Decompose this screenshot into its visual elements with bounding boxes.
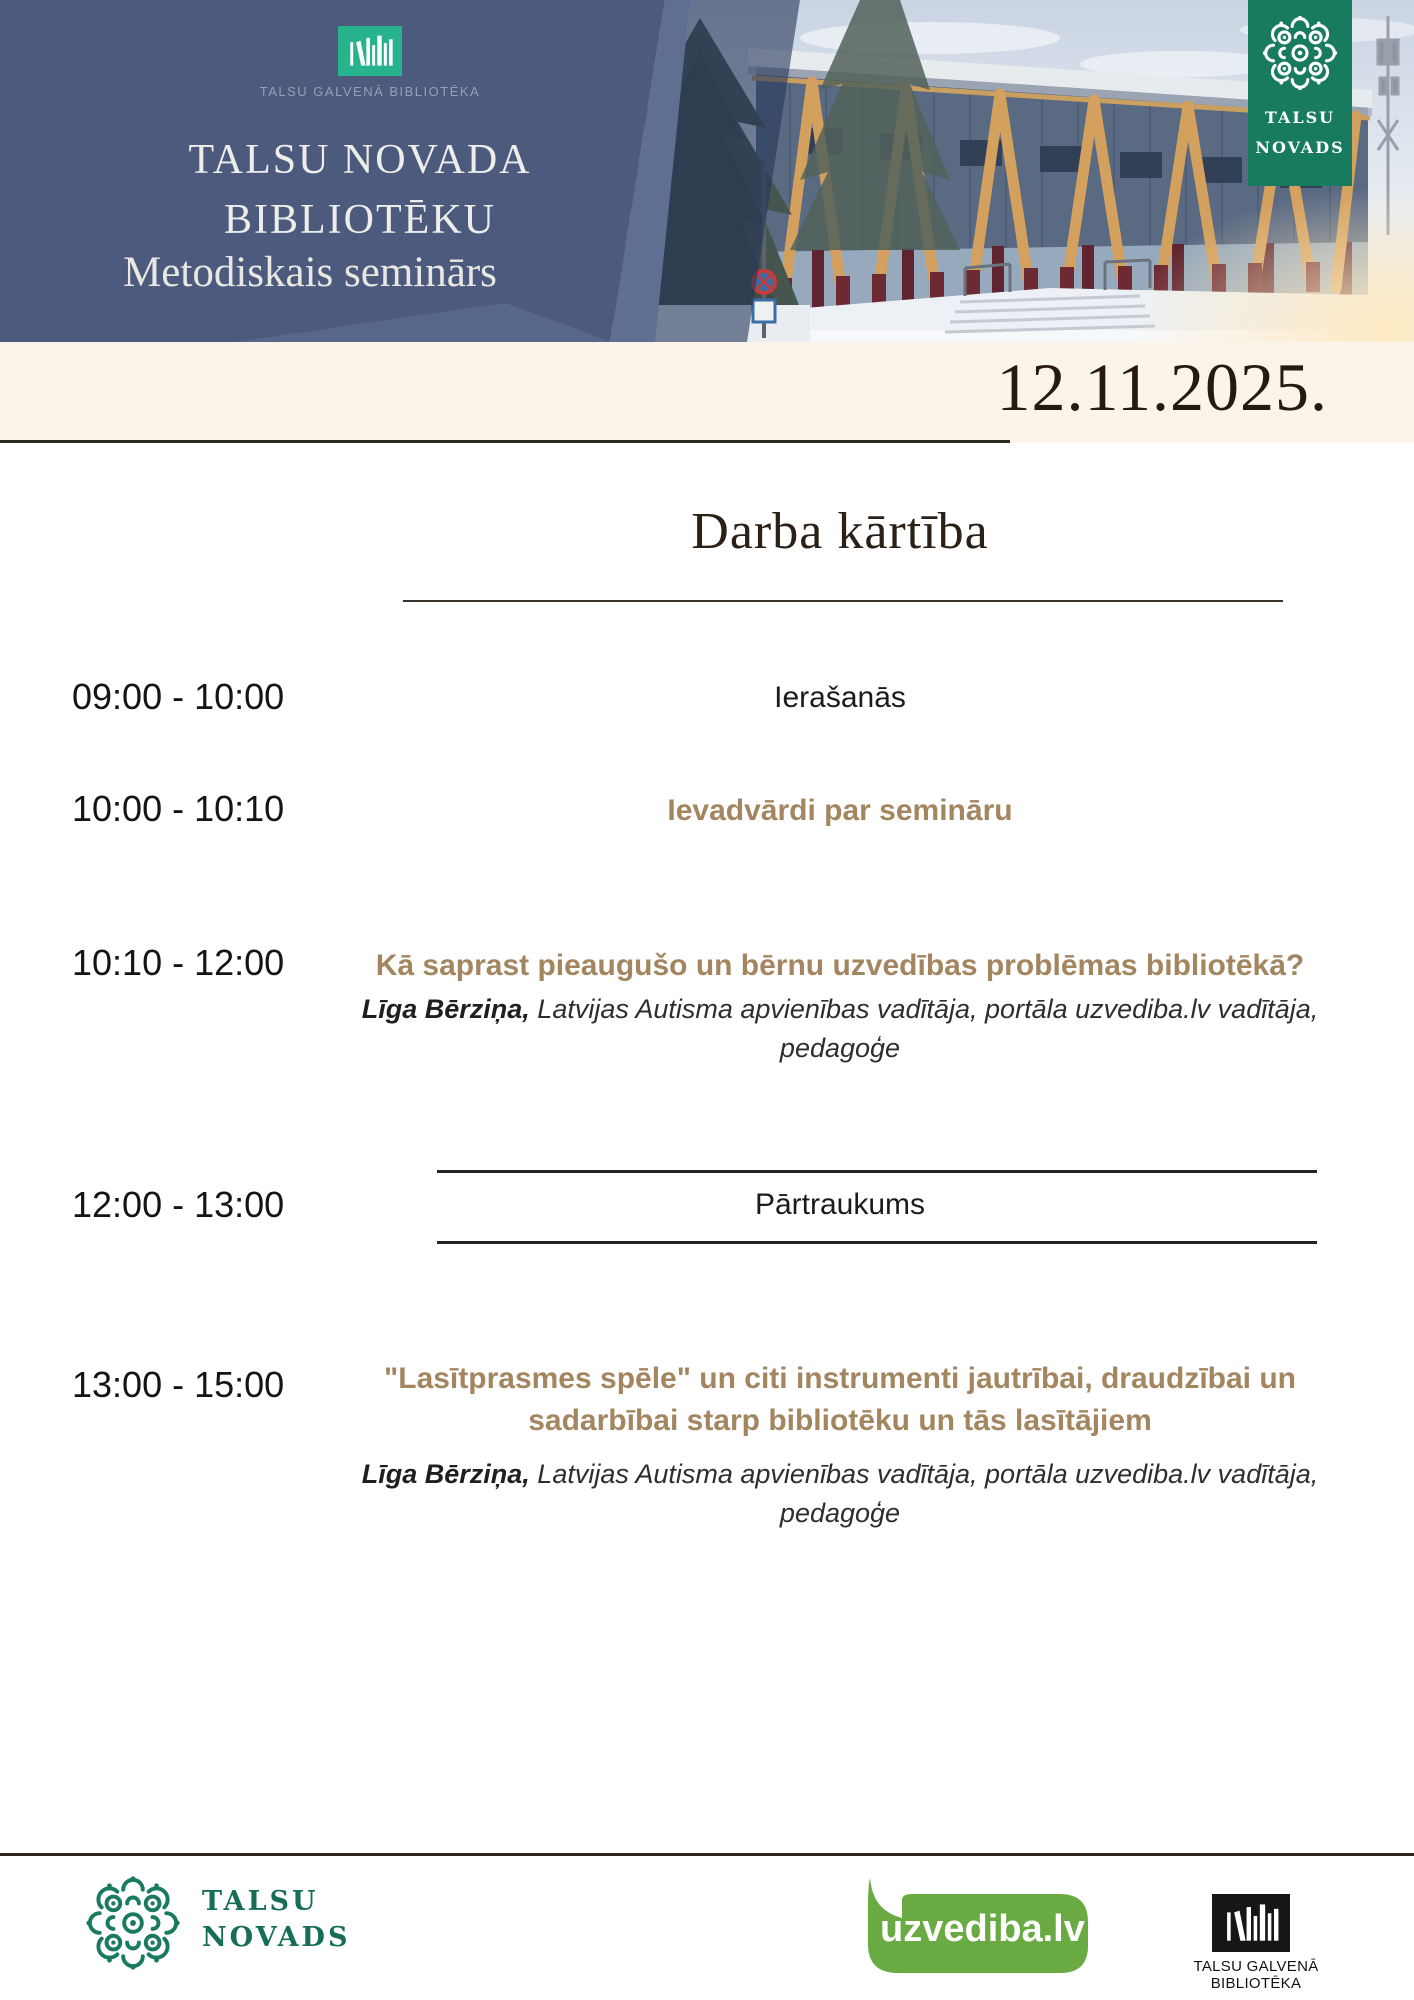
footer-divider [0, 1853, 1414, 1856]
library-logo-caption: TALSU GALVENĀ BIBLIOTĒKA [259, 84, 481, 99]
badge-text-line1: TALSU [1264, 108, 1336, 127]
agenda-row-speaker [360, 1455, 1320, 1533]
header-subtitle: Metodiskais seminārs [123, 249, 497, 296]
agenda-title: Darba kārtība [691, 503, 989, 560]
agenda-title-underline [403, 600, 1283, 602]
speaker-name: Līga Bērziņa, [361, 994, 530, 1024]
agenda-row-time: 13:00 - 15:00 [72, 1364, 285, 1405]
agenda-row-title: Ievadvārdi par semināru [667, 794, 1013, 827]
book-spines-icon [346, 32, 394, 70]
agenda-row-time: 10:00 - 10:10 [72, 788, 285, 829]
agenda-row-time: 09:00 - 10:00 [72, 676, 285, 717]
date-band [0, 342, 1414, 443]
library-logo [338, 26, 402, 76]
break-bottom-line [437, 1241, 1317, 1244]
uzvediba-logo-label: uzvediba.lv [880, 1908, 1085, 1950]
agenda-row-title: Kā saprast pieaugušo un bērnu uzvedības problēmas bibliotēkā? [375, 949, 1305, 982]
speaker-role: Latvijas Autisma apvienības vadītāja, portāla uzvediba.lv vadītāja, pedagoģe [529, 1459, 1319, 1528]
agenda-row-speaker [360, 990, 1320, 1068]
badge-text-line2: NOVADS [1255, 138, 1345, 157]
speaker-role: Latvijas Autisma apvienības vadītāja, portāla uzvediba.lv vadītāja, pedagoģe [529, 994, 1319, 1063]
agenda-row-title: Ierašanās [774, 681, 906, 714]
header-banner [0, 0, 1414, 342]
agenda-row-time: 12:00 - 13:00 [72, 1184, 285, 1225]
date-underline [0, 440, 1010, 443]
break-top-line [437, 1170, 1317, 1173]
speaker-name: Līga Bērziņa, [361, 1459, 530, 1489]
talsu-novads-ornament-icon [1261, 14, 1339, 92]
footer-library-logo [1212, 1894, 1290, 1952]
agenda-row-title: Pārtraukums [754, 1188, 926, 1221]
agenda-row-time: 10:10 - 12:00 [72, 942, 285, 983]
agenda-row-title: "Lasītprasmes spēle" un citi instrumenti jautrībai, draudzībai un sadarbībai starp bibliotēku un tās lasītājiem [384, 1362, 1296, 1437]
footer-library-caption: TALSU GALVENĀ BIBLIOTĒKA [1193, 1958, 1319, 1992]
footer-municipality-line2: NOVADS [202, 1922, 351, 1953]
event-date: 12.11.2025. [996, 349, 1328, 425]
talsu-novads-badge [1248, 0, 1352, 186]
book-spines-icon [1222, 1900, 1280, 1946]
header-title-line2: BIBLIOTĒKU [224, 197, 496, 243]
header-title-line1: TALSU NOVADA [188, 137, 532, 183]
footer-municipality-line1: TALSU [202, 1886, 319, 1917]
talsu-novads-ornament-icon [84, 1874, 182, 1972]
